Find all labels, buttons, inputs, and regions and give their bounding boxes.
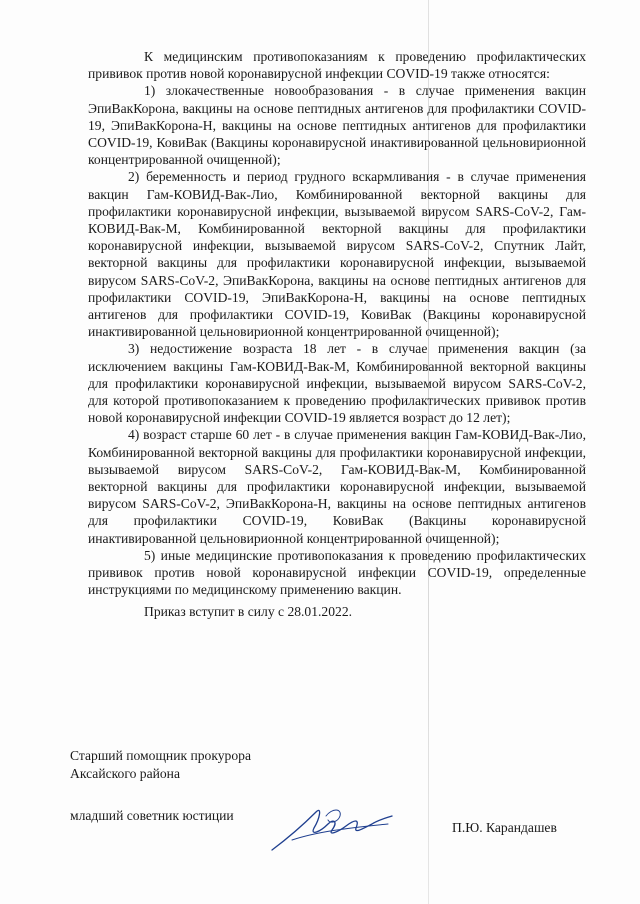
list-item-5: 5) иные медицинские противопоказания к проведению профилактических прививок против новой коронавирусной инфекции COVID-19, определенные инструкциями по медицинскому применению вакцин. [88, 547, 586, 598]
intro-paragraph: К медицинским противопоказаниям к проведению профилактических прививок против новой коронавирусной инфекции COVID-19 также относятся: [88, 49, 586, 82]
list-item-4: 4) возраст старше 60 лет - в случае применения вакцин Гам-КОВИД-Вак-Лио, Комбинированной векторной вакцины для профилактики коронавирусной инфекции, вызываемой вирусом SARS-CoV-2, Гам-КОВИД-Вак-М, Комбинированной векторной вакцины для профилактики коронавирусной инфекции, вызываемой вирусом SARS-CoV-2, ЭпиВакКорона-Н, вакцины на основе пептидных антигенов для профилактики COVID-19, КовиВак (Вакцины коронавирусной инактивированной цельновирионной концентрированной очищенной); [88, 427, 586, 546]
signature-stroke-loop [326, 810, 340, 822]
order-effective-date: Приказ вступит в силу с 28.01.2022. [144, 603, 353, 619]
signer-rank: младший советник юстиции [70, 808, 234, 823]
signer-title-line1: Старший помощник прокурора [70, 748, 251, 763]
document-body [88, 48, 586, 620]
signer-name: П.Ю. Карандашев [452, 820, 557, 835]
list-item-2: 2) беременность и период грудного вскармливания - в случае применения вакцин Гам-КОВИД-Вак-Лио, Комбинированной векторной вакцины для профилактики коронавирусной инфекции, вызываемой вирусом SARS-CoV-2, Гам-КОВИД-Вак-М, Комбинированной векторной вакцины для профилактики коронавирусной инфекции, вызываемой вирусом SARS-CoV-2, Спутник Лайт, векторной вакцины для профилактики коронавирусной инфекции, вызываемой вирусом SARS-CoV-2, ЭпиВакКорона, вакцины на основе пептидных антигенов для профилактики COVID-19, ЭпиВакКорона-Н, вакцины на основе пептидных антигенов для профилактики COVID-19, КовиВак (Вакцины коронавирусной инактивированной цельновирионной концентрированной очищенной); [88, 169, 586, 340]
list-item-1: 1) злокачественные новообразования - в случае применения вакцин ЭпиВакКорона, вакцины на основе пептидных антигенов для профилактики COVID-19, ЭпиВакКорона-Н, вакцины на основе пептидных антигенов для профилактики COVID-19, КовиВак (Вакцины коронавирусной инактивированной цельновирионной концентрированной очищенной); [88, 83, 586, 168]
signature-stroke-main [272, 810, 392, 850]
list-item-3: 3) недостижение возраста 18 лет - в случае применения вакцин (за исключением вакцины Гам-КОВИД-Вак-М, Комбинированной векторной вакцины для профилактики коронавирусной инфекции, вызываемой вирусом SARS-CoV-2, для которой противопоказанием к проведению профилактических прививок против новой коронавирусной инфекции COVID-19 является возраст до 12 лет); [88, 341, 586, 426]
signature-block [70, 747, 590, 835]
handwritten-signature [268, 798, 398, 858]
signature-stroke-underline [292, 824, 388, 840]
signer-title-line2: Аксайского района [70, 766, 180, 781]
